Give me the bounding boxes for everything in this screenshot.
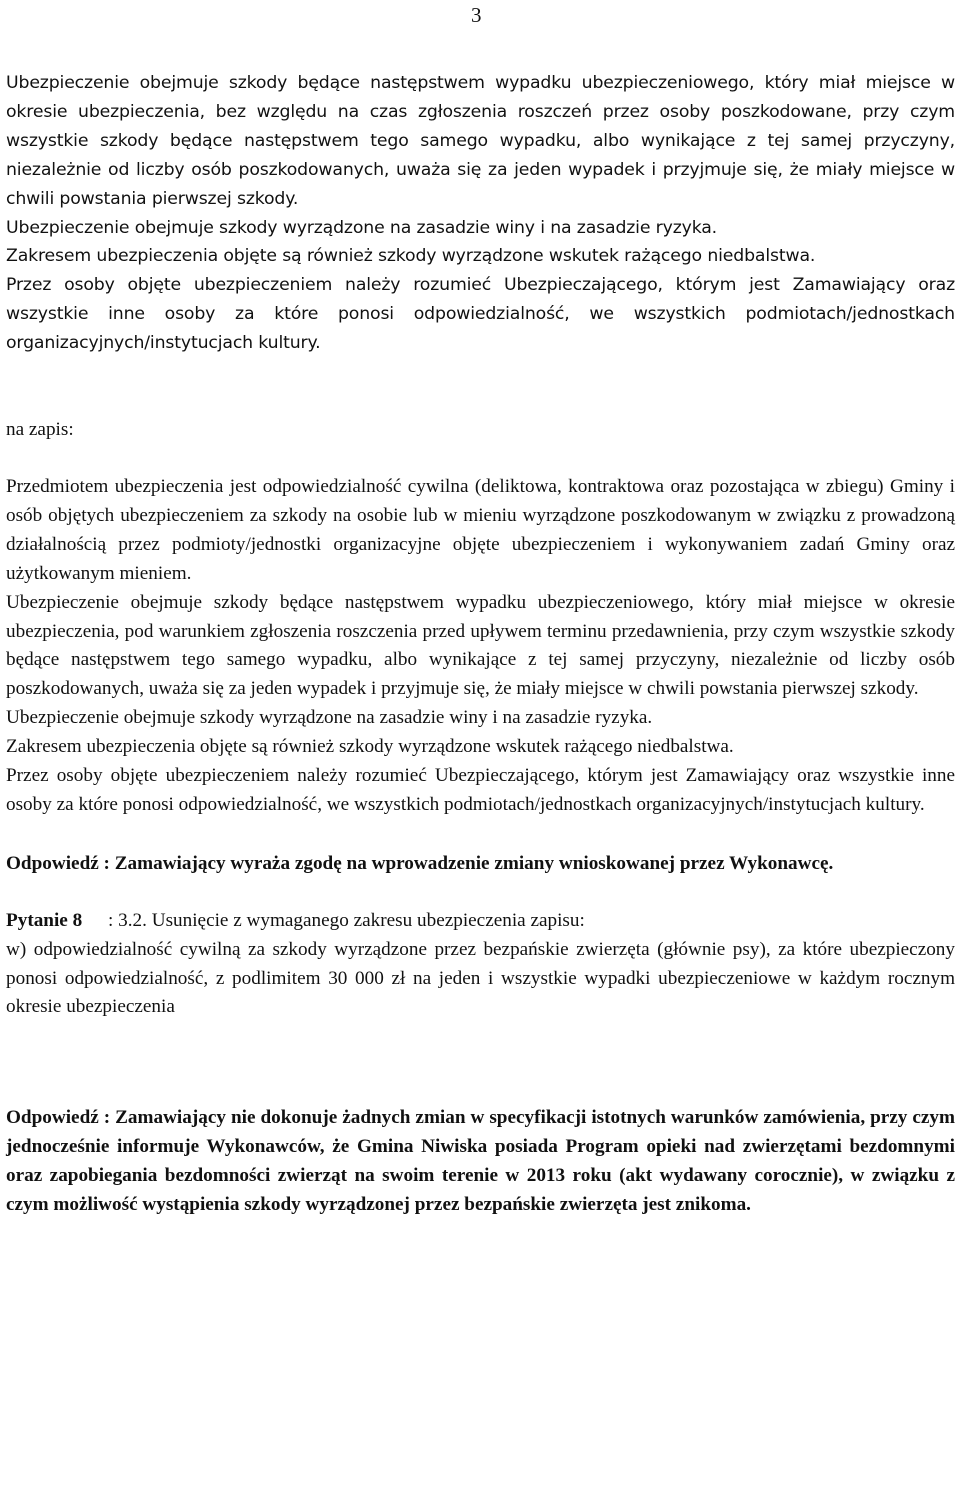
paragraph-insured-persons: Przez osoby objęte ubezpieczeniem należy rozumieć Ubezpieczającego, którym jest Zamawiający oraz wszystkie inne osoby za które ponosi odpowiedzialność, we wszystkich podmiotach/jednostkach organizacyjnych/instytucjach kultury. [6,275,955,354]
document-body [6,69,955,1220]
question-8-text: : 3.2. Usunięcie z wymaganego zakresu ubezpieczenia zapisu: [108,909,585,931]
section-2 [6,473,955,820]
section-heading-na-zapis: na zapis: [6,419,74,441]
question-8-body: w) odpowiedzialność cywilną za szkody wyrządzone przez bezpańskie zwierzęta (głównie psy), za które ubezpieczony ponosi odpowiedzialność, z podlimitem 30 000 zł na jeden i wszystkie wypadki ubezpieczeniowe w każdym rocznym okresie ubezpieczenia [6,938,955,1018]
question-8-label: Pytanie 8 [6,909,83,931]
page-number: 3 [471,3,482,27]
question-8-line [6,907,955,936]
section-1 [6,69,955,358]
paragraph-fault-risk: Ubezpieczenie obejmuje szkody wyrządzone na zasadzie winy i na zasadzie ryzyka. [6,217,718,238]
paragraph-accident-scope: Ubezpieczenie obejmuje szkody będące następstwem wypadku ubezpieczeniowego, który miał miejsce w okresie ubezpieczenia, bez względu na czas zgłoszenia roszczeń przez osoby poszkodowane, przy czym wszystkie szkody będące następstwem tego samego wypadku, albo wynikające z tej samej przyczyny, niezależnie od liczby osób poszkodowanych, uważa się za jeden wypadek i przyjmuje się, że miały miejsce w chwili powstania pierwszej szkody. [6,73,955,209]
paragraph-accident-scope-2: Ubezpieczenie obejmuje szkody będące następstwem wypadku ubezpieczeniowego, który miał miejsce w okresie ubezpieczenia, pod warunkiem zgłoszenia roszczenia przed upływem terminu przedawnienia, przy czym wszystkie szkody będące następstwem tego samego wypadku, albo wynikające z tej samej przyczyny, niezależnie od liczby osób poszkodowanych, uważa się za jeden wypadek i przyjmuje się, że miały miejsce w chwili powstania pierwszej szkody. [6,591,955,700]
answer-1: Odpowiedź : Zamawiający wyraża zgodę na wprowadzenie zmiany wnioskowanej przez Wykonawcę. [6,852,834,874]
answer-2: Odpowiedź : Zamawiający nie dokonuje żadnych zmian w specyfikacji istotnych warunków zamówienia, przy czym jednocześnie informuje Wykonawców, że Gmina Niwiska posiada Program opieki nad zwierzętami bezdomnymi oraz zapobiegania bezdomności zwierząt na swoim terenie w 2013 roku (akt wydawany corocznie), w związku z czym możliwość wystąpienia szkody wyrządzonej przez bezpańskie zwierzęta jest znikoma. [6,1107,955,1216]
paragraph-insured-persons-2: Przez osoby objęte ubezpieczeniem należy rozumieć Ubezpieczającego, którym jest Zamawiający oraz wszystkie inne osoby za które ponosi odpowiedzialność, we wszystkich podmiotach/jednostkach organizacyjnych/instytucjach kultury. [6,765,955,815]
paragraph-gross-negligence: Zakresem ubezpieczenia objęte są również szkody wyrządzone wskutek rażącego niedbalstwa. [6,246,816,267]
paragraph-subject: Przedmiotem ubezpieczenia jest odpowiedzialność cywilna (deliktowa, kontraktowa oraz pozostająca w zbiegu) Gminy i osób objętych ubezpieczeniem za szkody na osobie lub w mieniu wyrządzone poszkodowanym w związku z prowadzoną działalnością przez podmioty/jednostki organizacyjne objęte ubezpieczeniem i wykonywaniem zadań Gminy oraz użytkowanym mieniem. [6,475,955,584]
paragraph-fault-risk-2: Ubezpieczenie obejmuje szkody wyrządzone na zasadzie winy i na zasadzie ryzyka. [6,707,653,729]
paragraph-gross-negligence-2: Zakresem ubezpieczenia objęte są również szkody wyrządzone wskutek rażącego niedbalstwa. [6,736,734,758]
